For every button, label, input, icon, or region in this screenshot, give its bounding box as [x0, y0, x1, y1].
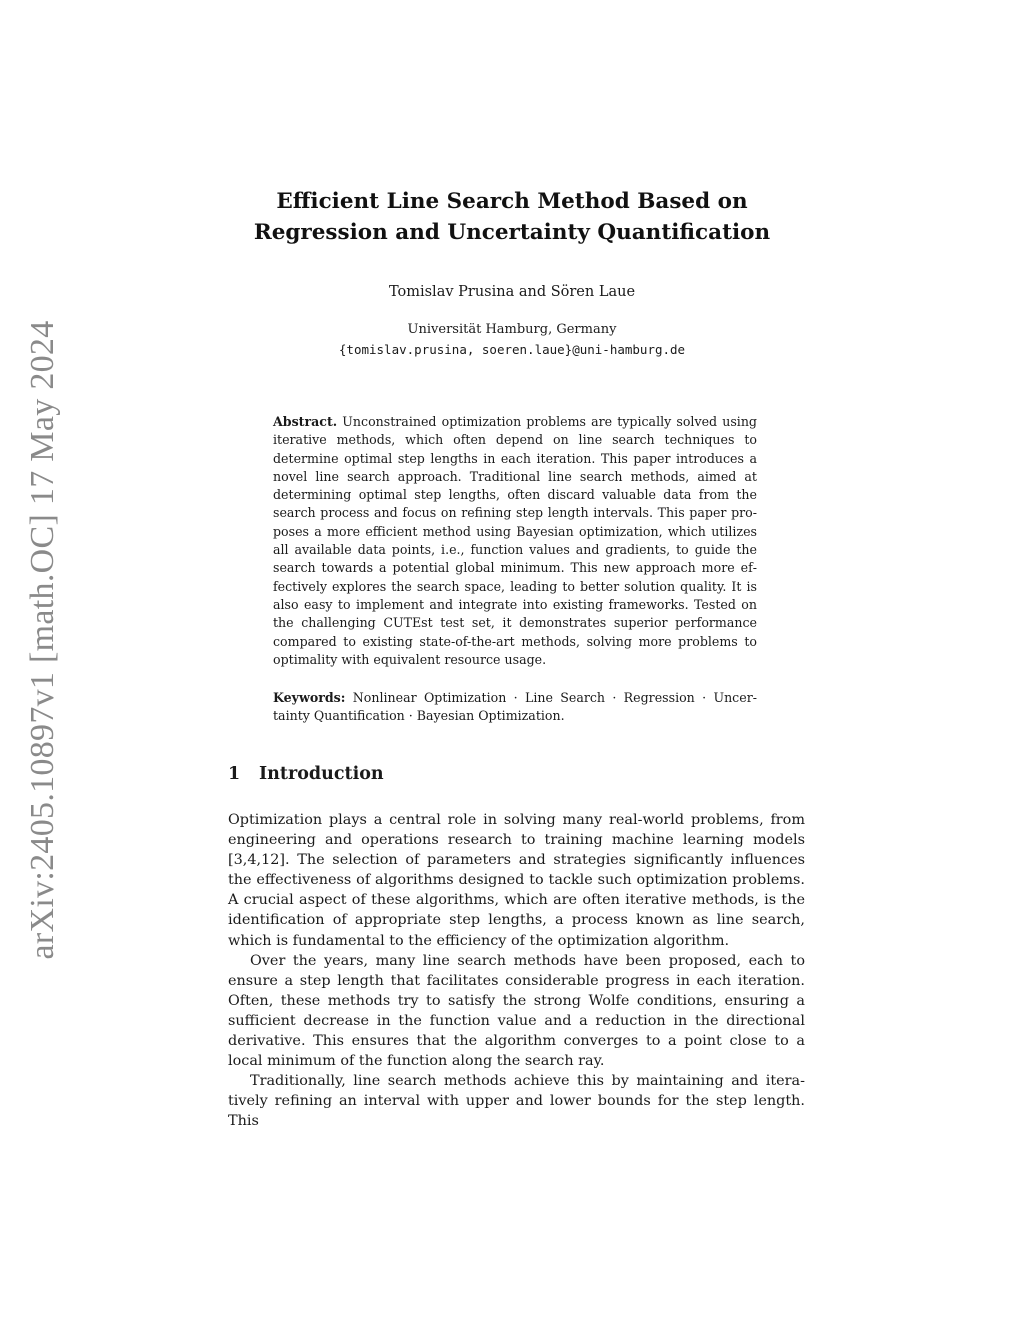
introduction-body: [228, 810, 805, 1132]
abstract-text: Unconstrained optimization problems are typically solved using iterative methods, which often depend on line search techniques to determine optimal step lengths in each iteration. This paper introduces a novel line search approach. Traditional line search methods, aimed at determining optimal step lengths, often discard valuable data from the search process and focus on refining step length intervals. This paper proposes a more efficient method using Bayesian optimization, which utilizes all available data points, i.e., function values and gradients, to guide the search towards a potential global minimum. This new approach more effectively explores the search space, leading to better solution quality. It is also easy to implement and integrate into existing frameworks. Tested on the challenging CUTEst test set, it demonstrates superior performance compared to existing state-of-the-art methods, solving more problems to optimality with equivalent resource usage.: [273, 414, 757, 667]
section-heading: [228, 764, 384, 784]
abstract: [273, 413, 757, 669]
keywords-label: Keywords:: [273, 690, 346, 705]
paper-title: [0, 186, 1024, 248]
section-title: Introduction: [259, 764, 384, 784]
affiliation-block: [0, 320, 1024, 360]
email: {tomislav.prusina, soeren.laue}@uni-hamburg.de: [338, 342, 686, 357]
paragraph: Optimization plays a central role in solving many real-world problems, from engineering and operations research to training machine learning models [3,4,12]. The selection of parameters and strategies significantly influences the effectiveness of algorithms designed to tackle such optimization problems. A crucial aspect of these algorithms, which are often iterative methods, is the identification of appropriate step lengths, a process known as line search, which is fundamental to the efficiency of the optimization algorithm.: [228, 812, 805, 949]
keywords-text: Nonlinear Optimization · Line Search · Regression · Uncertainty Quantification · Bayesian Optimization.: [273, 690, 757, 724]
abstract-label: Abstract.: [273, 414, 338, 429]
arxiv-identifier: arXiv:2405.10897v1 [math.OC] 17 May 2024: [24, 320, 61, 960]
affiliation: Universität Hamburg, Germany: [407, 322, 617, 337]
title-line-1: Efficient Line Search Method Based on: [276, 189, 748, 214]
paragraph: Traditionally, line search methods achieve this by maintaining and iteratively refining an interval with upper and lower bounds for the step length. This: [228, 1073, 805, 1130]
authors: Tomislav Prusina and Sören Laue: [388, 284, 636, 300]
title-line-2: Regression and Uncertainty Quantification: [253, 220, 771, 245]
section-number: 1: [228, 764, 241, 784]
paragraph: Over the years, many line search methods have been proposed, each to ensure a step length that facilitates considerable progress in each iteration. Often, these methods try to satisfy the strong Wolfe conditions, ensuring a sufficient decrease in the function value and a reduction in the directional derivative. This ensures that the algorithm converges to a point close to a local minimum of the function along the search ray.: [228, 952, 805, 1070]
keywords: [273, 689, 757, 726]
